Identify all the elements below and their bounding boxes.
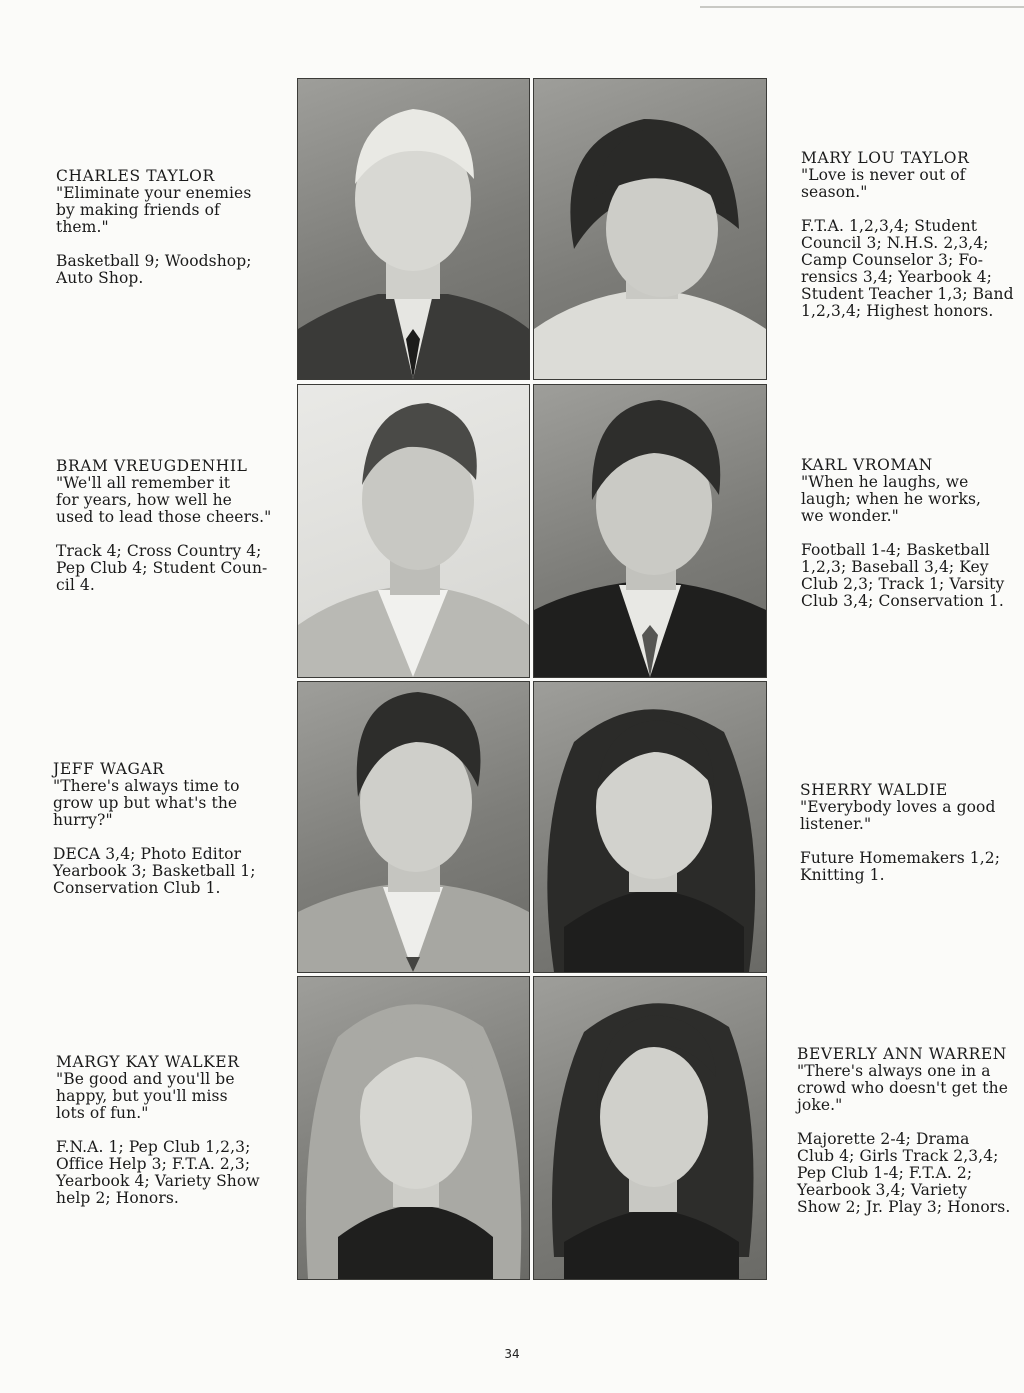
portrait-photo-mary-lou-taylor xyxy=(533,78,767,380)
student-activities: Basketball 9; Woodshop; Auto Shop. xyxy=(56,252,252,287)
student-activities: Future Homemakers 1,2; Knitting 1. xyxy=(800,849,1001,884)
student-name: BEVERLY ANN WARREN xyxy=(797,1045,1007,1063)
bio-sherry-waldie xyxy=(800,782,1015,884)
student-quote: "There's always time to grow up but what's the hurry?" xyxy=(53,777,240,829)
page-edge-line xyxy=(700,6,1024,8)
bio-bram-vreugdenhil xyxy=(56,458,286,594)
portrait-photo-charles-taylor xyxy=(297,78,530,380)
student-activities: F.N.A. 1; Pep Club 1,2,3; Office Help 3; F.T.A. 2,3; Yearbook 4; Variety Show help 2; Honors. xyxy=(56,1138,260,1207)
portrait-photo-karl-vroman xyxy=(533,384,767,678)
student-name: MARY LOU TAYLOR xyxy=(801,149,970,167)
student-activities: Majorette 2-4; Drama Club 4; Girls Track 2,3,4; Pep Club 1-4; F.T.A. 2; Yearbook 3,4; Variety Show 2; Jr. Play 3; Honors. xyxy=(797,1130,1011,1216)
student-quote: "Love is never out of season." xyxy=(801,166,966,201)
student-name: CHARLES TAYLOR xyxy=(56,167,215,185)
bio-mary-lou-taylor xyxy=(801,150,1016,320)
bio-karl-vroman xyxy=(801,457,1016,610)
student-name: SHERRY WALDIE xyxy=(800,781,948,799)
student-name: JEFF WAGAR xyxy=(53,760,165,778)
student-quote: "Eliminate your enemies by making friends of them." xyxy=(56,184,252,236)
portrait-photo-beverly-ann-warren xyxy=(533,976,767,1280)
student-quote: "There's always one in a crowd who doesn't get the joke." xyxy=(797,1062,1008,1114)
student-quote: "Everybody loves a good listener." xyxy=(800,798,996,833)
bio-beverly-ann-warren xyxy=(797,1046,1017,1216)
student-activities: F.T.A. 1,2,3,4; Student Council 3; N.H.S. 2,3,4; Camp Counselor 3; Fo- rensics 3,4; Yearbook 4; Student Teacher 1,3; Band 1,2,3,4; Highest honors. xyxy=(801,217,1014,320)
page-number: 34 xyxy=(504,1347,520,1361)
student-activities: Track 4; Cross Country 4; Pep Club 4; Student Coun- cil 4. xyxy=(56,542,268,594)
bio-margy-kay-walker xyxy=(56,1054,286,1207)
student-quote: "Be good and you'll be happy, but you'll miss lots of fun." xyxy=(56,1070,235,1122)
bio-charles-taylor xyxy=(56,168,286,287)
student-name: MARGY KAY WALKER xyxy=(56,1053,240,1071)
student-quote: "When he laughs, we laugh; when he works, we wonder." xyxy=(801,473,982,525)
student-name: BRAM VREUGDENHIL xyxy=(56,457,248,475)
student-name: KARL VROMAN xyxy=(801,456,933,474)
portrait-photo-bram-vreugdenhil xyxy=(297,384,530,678)
portrait-photo-sherry-waldie xyxy=(533,681,767,973)
portrait-photo-jeff-wagar xyxy=(297,681,530,973)
student-activities: DECA 3,4; Photo Editor Yearbook 3; Basketball 1; Conservation Club 1. xyxy=(53,845,256,897)
student-quote: "We'll all remember it for years, how well he used to lead those cheers." xyxy=(56,474,272,526)
portrait-photo-margy-kay-walker xyxy=(297,976,530,1280)
bio-jeff-wagar xyxy=(53,761,288,897)
student-activities: Football 1-4; Basketball 1,2,3; Baseball 3,4; Key Club 2,3; Track 1; Varsity Club 3,4; Conservation 1. xyxy=(801,541,1005,610)
